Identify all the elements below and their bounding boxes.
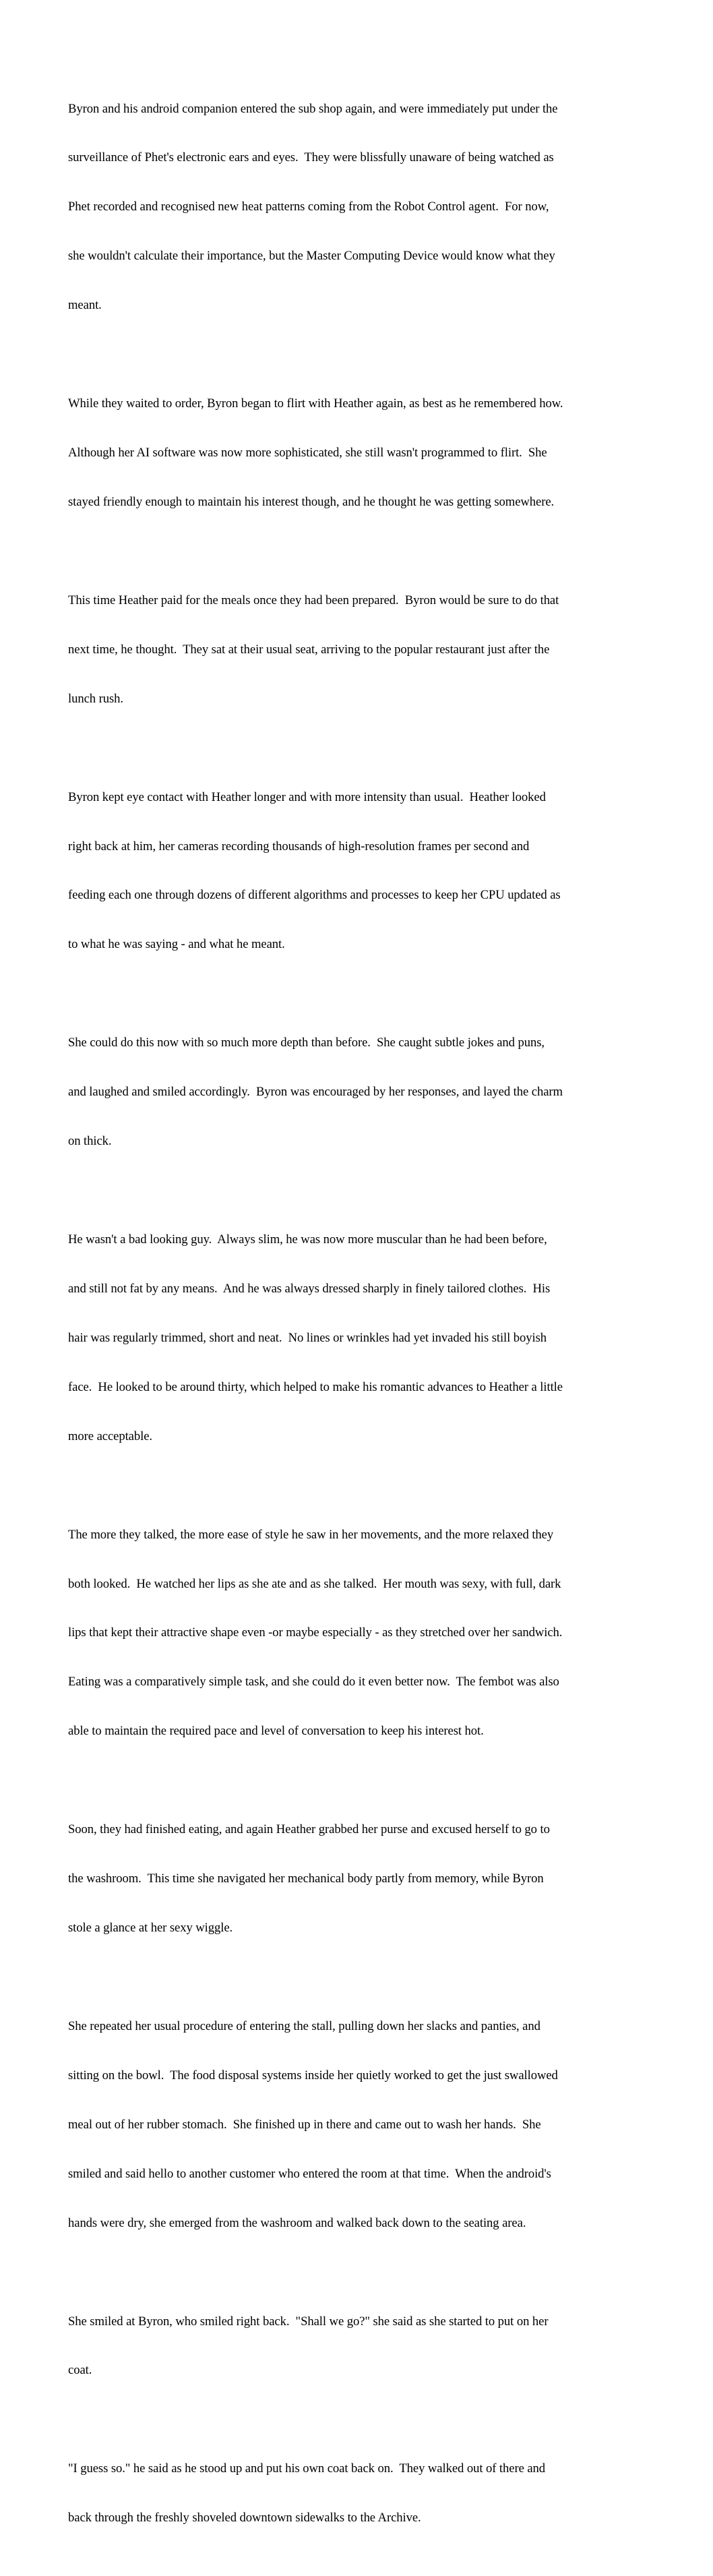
text-line: coat. — [68, 2363, 92, 2378]
paragraph-3 — [68, 560, 654, 740]
text-line: "I guess so." he said as he stood up and put his own coat back on. They walked out of there and — [68, 2461, 546, 2476]
text-line: She repeated her usual procedure of entering the stall, pulling down her slacks and panties, and — [68, 2018, 540, 2033]
text-line: and still not fat by any means. And he was always dressed sharply in finely tailored clothes. His — [68, 1281, 551, 1296]
text-line: While they waited to order, Byron began to flirt with Heather again, as best as he remembered how. — [68, 396, 563, 411]
text-line: The more they talked, the more ease of style he saw in her movements, and the more relaxed they — [68, 1527, 554, 1542]
text-line: She could do this now with so much more depth than before. She caught subtle jokes and puns, — [68, 1036, 545, 1050]
paragraph-11 — [68, 2428, 654, 2559]
text-line: meant. — [68, 298, 102, 313]
text-line: next time, he thought. They sat at their usual seat, arriving to the popular restaurant just after the — [68, 642, 550, 657]
text-line: This time Heather paid for the meals once they had been prepared. Byron would be sure to do that — [68, 593, 559, 607]
text-line: hair was regularly trimmed, short and neat. No lines or wrinkles had yet invaded his still boyish — [68, 1330, 547, 1345]
text-line: stayed friendly enough to maintain his interest though, and he thought he was getting somewhere. — [68, 494, 555, 509]
paragraph-8 — [68, 1789, 654, 1969]
document-page — [68, 68, 654, 2576]
text-line: Eating was a comparatively simple task, and she could do it even better now. The fembot was also — [68, 1675, 559, 1689]
paragraph-2 — [68, 363, 654, 543]
text-line: Byron kept eye contact with Heather longer and with more intensity than usual. Heather looked — [68, 789, 546, 804]
text-line: lunch rush. — [68, 691, 123, 706]
text-line: He wasn't a bad looking guy. Always slim, he was now more muscular than he had been before, — [68, 1232, 547, 1247]
paragraph-4 — [68, 756, 654, 986]
text-line: Although her AI software was now more sophisticated, she still wasn't programmed to flirt. She — [68, 446, 547, 460]
text-line: surveillance of Phet's electronic ears and eyes. They were blissfully unaware of being watched as — [68, 150, 554, 165]
text-line: hands were dry, she emerged from the washroom and walked back down to the seating area. — [68, 2215, 526, 2230]
text-line: She smiled at Byron, who smiled right back. "Shall we go?" she said as she started to put on her — [68, 2314, 549, 2329]
text-line: Phet recorded and recognised new heat patterns coming from the Robot Control agent. For now, — [68, 200, 549, 214]
text-line: more acceptable. — [68, 1429, 152, 1443]
paragraph-9 — [68, 1985, 654, 2264]
text-line: right back at him, her cameras recording thousands of high-resolution frames per second and — [68, 839, 530, 853]
paragraph-7 — [68, 1494, 654, 1772]
text-line: both looked. He watched her lips as she ate and as she talked. Her mouth was sexy, with full, dark — [68, 1576, 561, 1591]
text-line: face. He looked to be around thirty, which helped to make his romantic advances to Heather a little — [68, 1379, 563, 1394]
text-line: on thick. — [68, 1134, 112, 1149]
text-line: she wouldn't calculate their importance, but the Master Computing Device would know what they — [68, 249, 555, 264]
text-line: sitting on the bowl. The food disposal systems inside her quietly worked to get the just swallowed — [68, 2068, 558, 2083]
paragraph-5 — [68, 1002, 654, 1182]
text-line: Byron and his android companion entered the sub shop again, and were immediately put under the — [68, 101, 558, 116]
paragraph-1 — [68, 68, 654, 347]
text-line: and laughed and smiled accordingly. Byron was encouraged by her responses, and layed the charm — [68, 1085, 563, 1100]
text-line: stole a glance at her sexy wiggle. — [68, 1920, 233, 1935]
text-line: Soon, they had finished eating, and again Heather grabbed her purse and excused herself to go to — [68, 1822, 550, 1837]
text-line: able to maintain the required pace and level of conversation to keep his interest hot. — [68, 1724, 484, 1739]
text-line: the washroom. This time she navigated her mechanical body partly from memory, while Byron — [68, 1871, 544, 1886]
paragraph-6 — [68, 1199, 654, 1478]
text-line: meal out of her rubber stomach. She finished up in there and came out to wash her hands. She — [68, 2117, 541, 2132]
text-line: feeding each one through dozens of different algorithms and processes to keep her CPU updated as — [68, 888, 561, 903]
text-line: back through the freshly shoveled downtown sidewalks to the Archive. — [68, 2511, 421, 2525]
text-line: to what he was saying - and what he meant. — [68, 937, 285, 952]
text-line: smiled and said hello to another customer who entered the room at that time. When the android's — [68, 2166, 551, 2181]
paragraph-10 — [68, 2281, 654, 2412]
text-line: lips that kept their attractive shape even -or maybe especially - as they stretched over her sandwich. — [68, 1625, 563, 1640]
